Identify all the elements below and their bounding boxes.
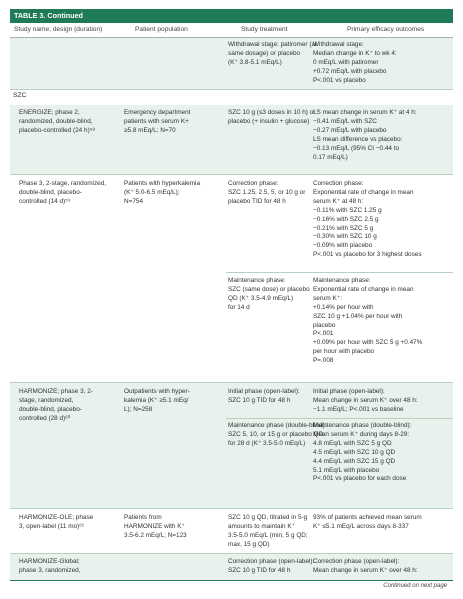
section-szc: SZC	[13, 92, 27, 99]
harmonize-outcome-maintenance: Maintenance phase (double-blind): Mean serum K⁺ during days 8-29: 4.8 mEq/L with SZC 5 g QD 4.5 mEq/L with SZC 10 g QD 4.4 mEq/L with SZC 15 g QD 5.1 mEq/L with placebo P<.001 vs placebo for each dose	[313, 422, 412, 483]
divider	[10, 508, 453, 509]
phase3-treatment-correction: Correction phase: SZC 1.25, 2.5, 5, or 10 g or placebo TID for 48 h	[228, 180, 306, 205]
divider	[226, 418, 453, 419]
continued-note: Continued on next page	[383, 583, 447, 589]
divider	[10, 174, 453, 175]
energize-outcome: LS mean change in serum K⁺ at 4 h: −0.41 mEq/L with SZC −0.27 mEq/L with placebo LS mean difference vs placebo: −0.13 mEq/L (95% CI −0.44 to 0.17 mEq/L)	[313, 109, 417, 161]
energize-treatment: SZC 10 g (≤3 doses in 10 h) or placebo (+ insulin + glucose)	[228, 109, 316, 125]
harmonize-ole-outcome: 93% of patients achieved mean serum K⁺ ≤5.1 mEq/L across days 8-337	[313, 514, 422, 530]
table-footer	[10, 580, 453, 593]
harmonize-treatment-maintenance: Maintenance phase (double-blind): SZC 5, 10, or 15 g or placebo QD for 28 d (K⁺ 3.5-5.0 mEq/L)	[228, 422, 327, 447]
phase3-population: Patients with hyperkalemia (K⁺ 5.0-6.5 mEq/L); N=754	[124, 180, 201, 205]
energize-design: ENERGIZE; phase 2, randomized, double-blind, placebo-controlled (24 h)⁵⁸	[19, 109, 96, 134]
withdrawal-treatment: Withdrawal stage: patiromer (at same dosage) or placebo (K⁺ 3.8-5.1 mEq/L)	[228, 41, 317, 66]
harmonize-global-design: HARMONIZE-Global; phase 3, randomized,	[19, 558, 81, 574]
table-title: TABLE 3. Continued	[10, 9, 453, 23]
divider	[10, 89, 453, 90]
withdrawal-outcome: Withdrawal stage: Median change in K⁺ to wk 4: 0 mEq/L with patiromer +0.72 mEq/L with placebo P<.001 vs placebo	[313, 41, 397, 84]
divider	[226, 272, 453, 273]
harmonize-ole-population: Patients from HARMONIZE with K⁺ 3.5-6.2 mEq/L; N=123	[124, 514, 187, 539]
harmonize-outcome-initial: Initial phase (open-label): Mean change in serum K⁺ over 48 h: −1.1 mEq/L; P<.001 vs baseline	[313, 388, 418, 413]
harmonize-design: HARMONIZE; phase 3, 2- stage, randomized, double-blind, placebo- controlled (28 d)⁶⁰	[19, 388, 93, 422]
harmonize-global-outcome: Correction phase (open-label): Mean change in serum K⁺ over 48 h:	[313, 558, 418, 574]
harmonize-ole-treatment: SZC 10 g QD, titrated in 5-g amounts to maintain K⁺ 3.5-5.0 mEq/L (min, 5 g QD; max, 15 g QD)	[228, 514, 308, 548]
harmonize-ole-design: HARMONIZE-OLE; phase 3, open-label (11 mo)⁶¹	[19, 514, 94, 530]
harmonize-treatment-initial: Initial phase (open-label): SZC 10 g TID for 48 h	[228, 388, 300, 404]
phase3-outcome-maintenance: Maintenance phase: Exponential rate of change in mean serum K⁺: +0.14% per hour with SZC 10 g +1.04% per hour with placebo P<.001 +0.09% per hour with SZC 5 g +0.47% per hour with placebo P=.008	[313, 277, 423, 365]
phase3-design: Phase 3, 2-stage, randomized, double-blind, placebo- controlled (14 d)⁵⁹	[19, 180, 107, 205]
header-treatment: Study treatment	[241, 26, 288, 33]
table-header	[10, 23, 453, 38]
header-population: Patient population	[135, 26, 188, 33]
harmonize-global-treatment: Correction phase (open-label): SZC 10 g TID for 48 h	[228, 558, 315, 574]
phase3-treatment-maintenance: Maintenance phase: SZC (same dose) or placebo QD (K⁺ 3.5-4.9 mEq/L) for 14 d	[228, 277, 310, 311]
harmonize-population: Outpatients with hyper- kalemia (K⁺ ≥5.1 mEq/ L); N=258	[124, 388, 190, 413]
header-design: Study name; design (duration)	[14, 26, 103, 33]
phase3-outcome-correction: Correction phase: Exponential rate of change in mean serum K⁺ at 48 h: −0.11% with SZC 1.25 g −0.16% with SZC 2.5 g −0.21% with SZC 5 g −0.30% with SZC 10 g −0.09% with placebo P<.001 vs placebo for 3 highest doses	[313, 180, 422, 259]
header-outcomes: Primary efficacy outcomes	[347, 26, 425, 33]
energize-population: Emergency department patients with serum K+ ≥5.8 mEq/L; N=70	[124, 109, 191, 134]
